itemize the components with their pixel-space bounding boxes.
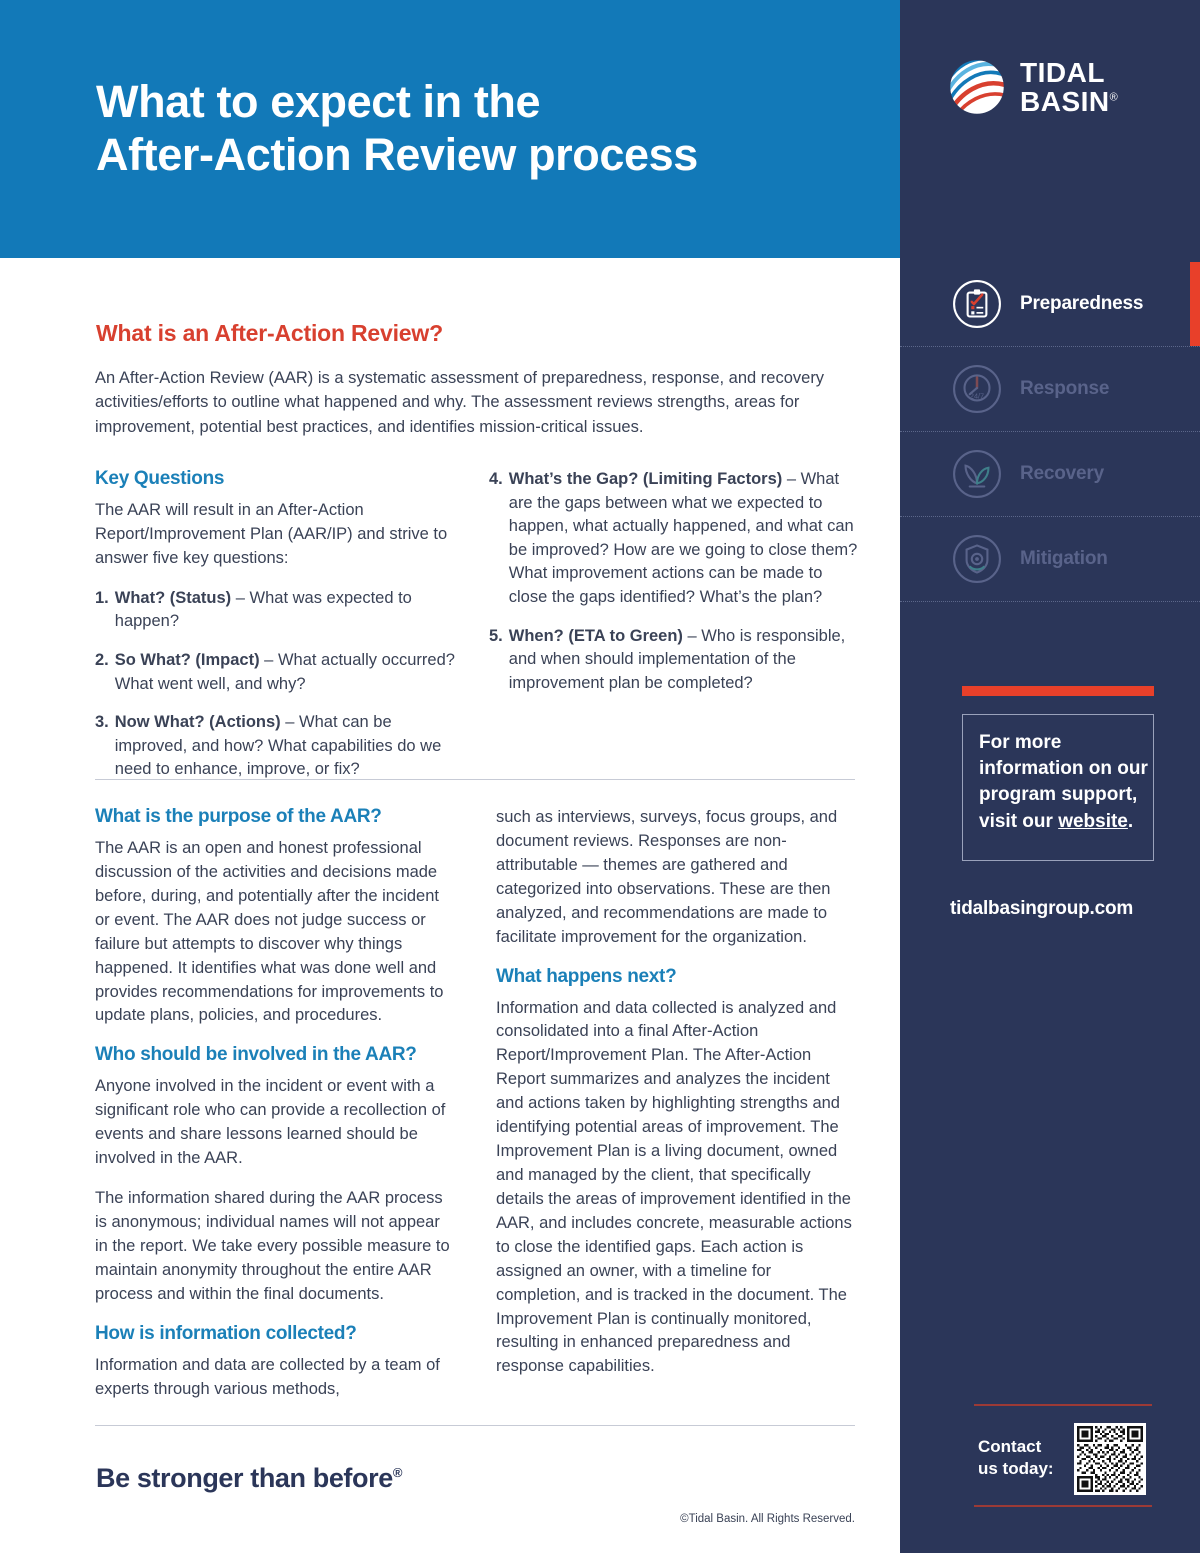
brand-name-line-1: TIDAL [1020,57,1105,88]
next-body: Information and data collected is analyzed and consolidated into a final After-Action Report/Improvement Plan. The After-Action Report summarizes and analyzes the incident and actions taken by highlighting strengths and identifying potential areas of improvement. The Improvement Plan is a living document, owned and managed by the client, that specifically details the areas of improvement identified in the AAR, and includes concrete, measurable actions to close the identified gaps. Each action is assigned an owner, with a timeline for completion, and is tracked in the document. The Improvement Plan is continually monitored, resulting in enhanced preparedness and response capabilities. [496,998,852,1376]
nav-label-mitigation: Mitigation [1020,548,1108,569]
question-bold: Now What? (Actions) [114,713,281,732]
purpose-heading: What is the purpose of the AAR? [95,806,382,827]
lower-right-column [496,806,856,1395]
info-text-after: . [1127,810,1134,832]
question-item [95,711,455,782]
pillar-nav [900,262,1200,602]
sprout-leaf-icon [952,449,1002,499]
contact-rule-bottom [974,1505,1152,1507]
qr-code-image [1077,1426,1143,1492]
page-header [0,0,900,258]
active-accent-bar [1190,262,1200,346]
next-heading: What happens next? [496,965,677,987]
question-rest: – What are the gaps between what we expected to happen, what actually happened, and what can be improved? How are we going to close them? What improvement actions can be made to close the gaps identified? What’s the plan? [508,470,858,606]
question-number: 4. [489,470,503,488]
nav-item-preparedness[interactable] [900,262,1200,347]
domain-text: tidalbasingroup.com [950,898,1134,919]
key-questions-heading: Key Questions [95,468,225,489]
section-heading-aar: What is an After-Action Review? [96,320,443,346]
qr-code[interactable] [1074,1423,1146,1495]
contact-rule-top [974,1404,1152,1406]
question-item [95,649,455,696]
question-number: 5. [489,626,503,645]
copyright-text: ©Tidal Basin. All Rights Reserved. [680,1513,855,1525]
nav-item-mitigation[interactable] [900,517,1200,602]
question-rest: – What was expected to happen? [114,588,412,631]
info-text-before: For more information on our program support, visit our [979,732,1148,832]
question-number: 2. [95,650,109,669]
question-item [489,468,861,610]
question-item [489,625,861,696]
page-title [96,76,876,181]
footer-registered-mark: ® [392,1465,403,1480]
brand-logo [948,58,1118,117]
brand-name-line-2: BASIN® [1020,86,1119,118]
question-rest: – What actually occurred? What went well, and why? [114,650,455,693]
question-rest: – Who is responsible, and when should implementation of the improvement plan be completed? [508,626,846,692]
question-number: 1. [95,588,109,607]
nav-item-response[interactable] [900,347,1200,432]
brand-name [1020,58,1118,117]
tidal-basin-globe-icon [948,58,1006,116]
question-bold: What? (Status) [114,588,232,607]
page-title-line-1: What to expect in the [96,76,541,127]
contact-label: Contact us today: [978,1437,1054,1479]
who-body-1: Anyone involved in the incident or event with a significant role who can provide a recollection of events and share lessons learned should be involved in the AAR. [95,1077,446,1168]
nav-label-preparedness: Preparedness [1020,293,1144,314]
question-text [509,468,861,610]
info-box-top-rule [962,686,1154,696]
who-body-2: The information shared during the AAR process is anonymous; individual names will not appear in the report. We take every possible measure to maintain anonymity throughout the entire AAR process and within the final documents. [95,1189,450,1303]
nav-item-recovery[interactable] [900,432,1200,517]
svg-text:24/7: 24/7 [969,391,985,401]
question-bold: What’s the Gap? (Limiting Factors) [508,470,783,488]
page-title-line-2: After-Action Review process [96,128,698,180]
section-divider-bottom [95,1425,855,1426]
lower-left-column [95,806,457,1418]
how-heading: How is information collected? [95,1322,357,1344]
purpose-body: The AAR is an open and honest professional discussion of the activities and decisions made before, during, and potentially after the incident or event. The AAR does not judge success or failure but attempts to discover why things happened. It identifies what was done well and provides recommendations for improvements to update plans, policies, and procedures. [95,839,444,1025]
question-item [95,587,455,634]
question-bold: When? (ETA to Green) [508,626,683,645]
question-text [509,625,861,696]
nav-label-recovery: Recovery [1020,463,1104,484]
intro-paragraph: An After-Action Review (AAR) is a systematic assessment of preparedness, response, and recovery activities/efforts to outline what happened and why. The assessment reviews strengths, areas for improvement, potential best practices, and identifies mission-critical issues. [95,369,825,436]
who-heading: Who should be involved in the AAR? [95,1044,417,1066]
how-body-part-2: such as interviews, surveys, focus groups, and document reviews. Responses are non-attributable — themes are gathered and categorized into observations. These are then analyzed, and recommendations are made to facilitate improvement for the organization. [496,808,838,946]
how-body-part-1: Information and data are collected by a team of experts through various methods, [95,1355,440,1398]
clock-24-7-icon [952,364,1002,414]
key-questions-right-column [489,468,861,710]
question-bold: So What? (Impact) [114,650,260,669]
question-rest: – What can be improved, and how? What capabilities do we need to enhance, improve, or fix? [114,713,442,779]
shield-gear-icon [952,534,1002,584]
nav-label-response: Response [1020,378,1110,399]
key-questions-left-column [95,468,455,797]
key-questions-intro: The AAR will result in an After-Action Report/Improvement Plan (AAR/IP) and strive to answer five key questions: [95,501,448,567]
footer-tagline [96,1463,402,1494]
question-text [115,711,455,782]
clipboard-checklist-icon [952,279,1002,329]
question-text [115,649,455,696]
question-text [115,587,455,634]
question-number: 3. [95,713,109,732]
website-link[interactable]: website [1058,810,1128,832]
registered-mark: ® [1109,92,1119,105]
info-box-text [979,730,1154,835]
section-divider-top [95,779,855,780]
footer-tagline-text: Be stronger than before [96,1463,393,1493]
